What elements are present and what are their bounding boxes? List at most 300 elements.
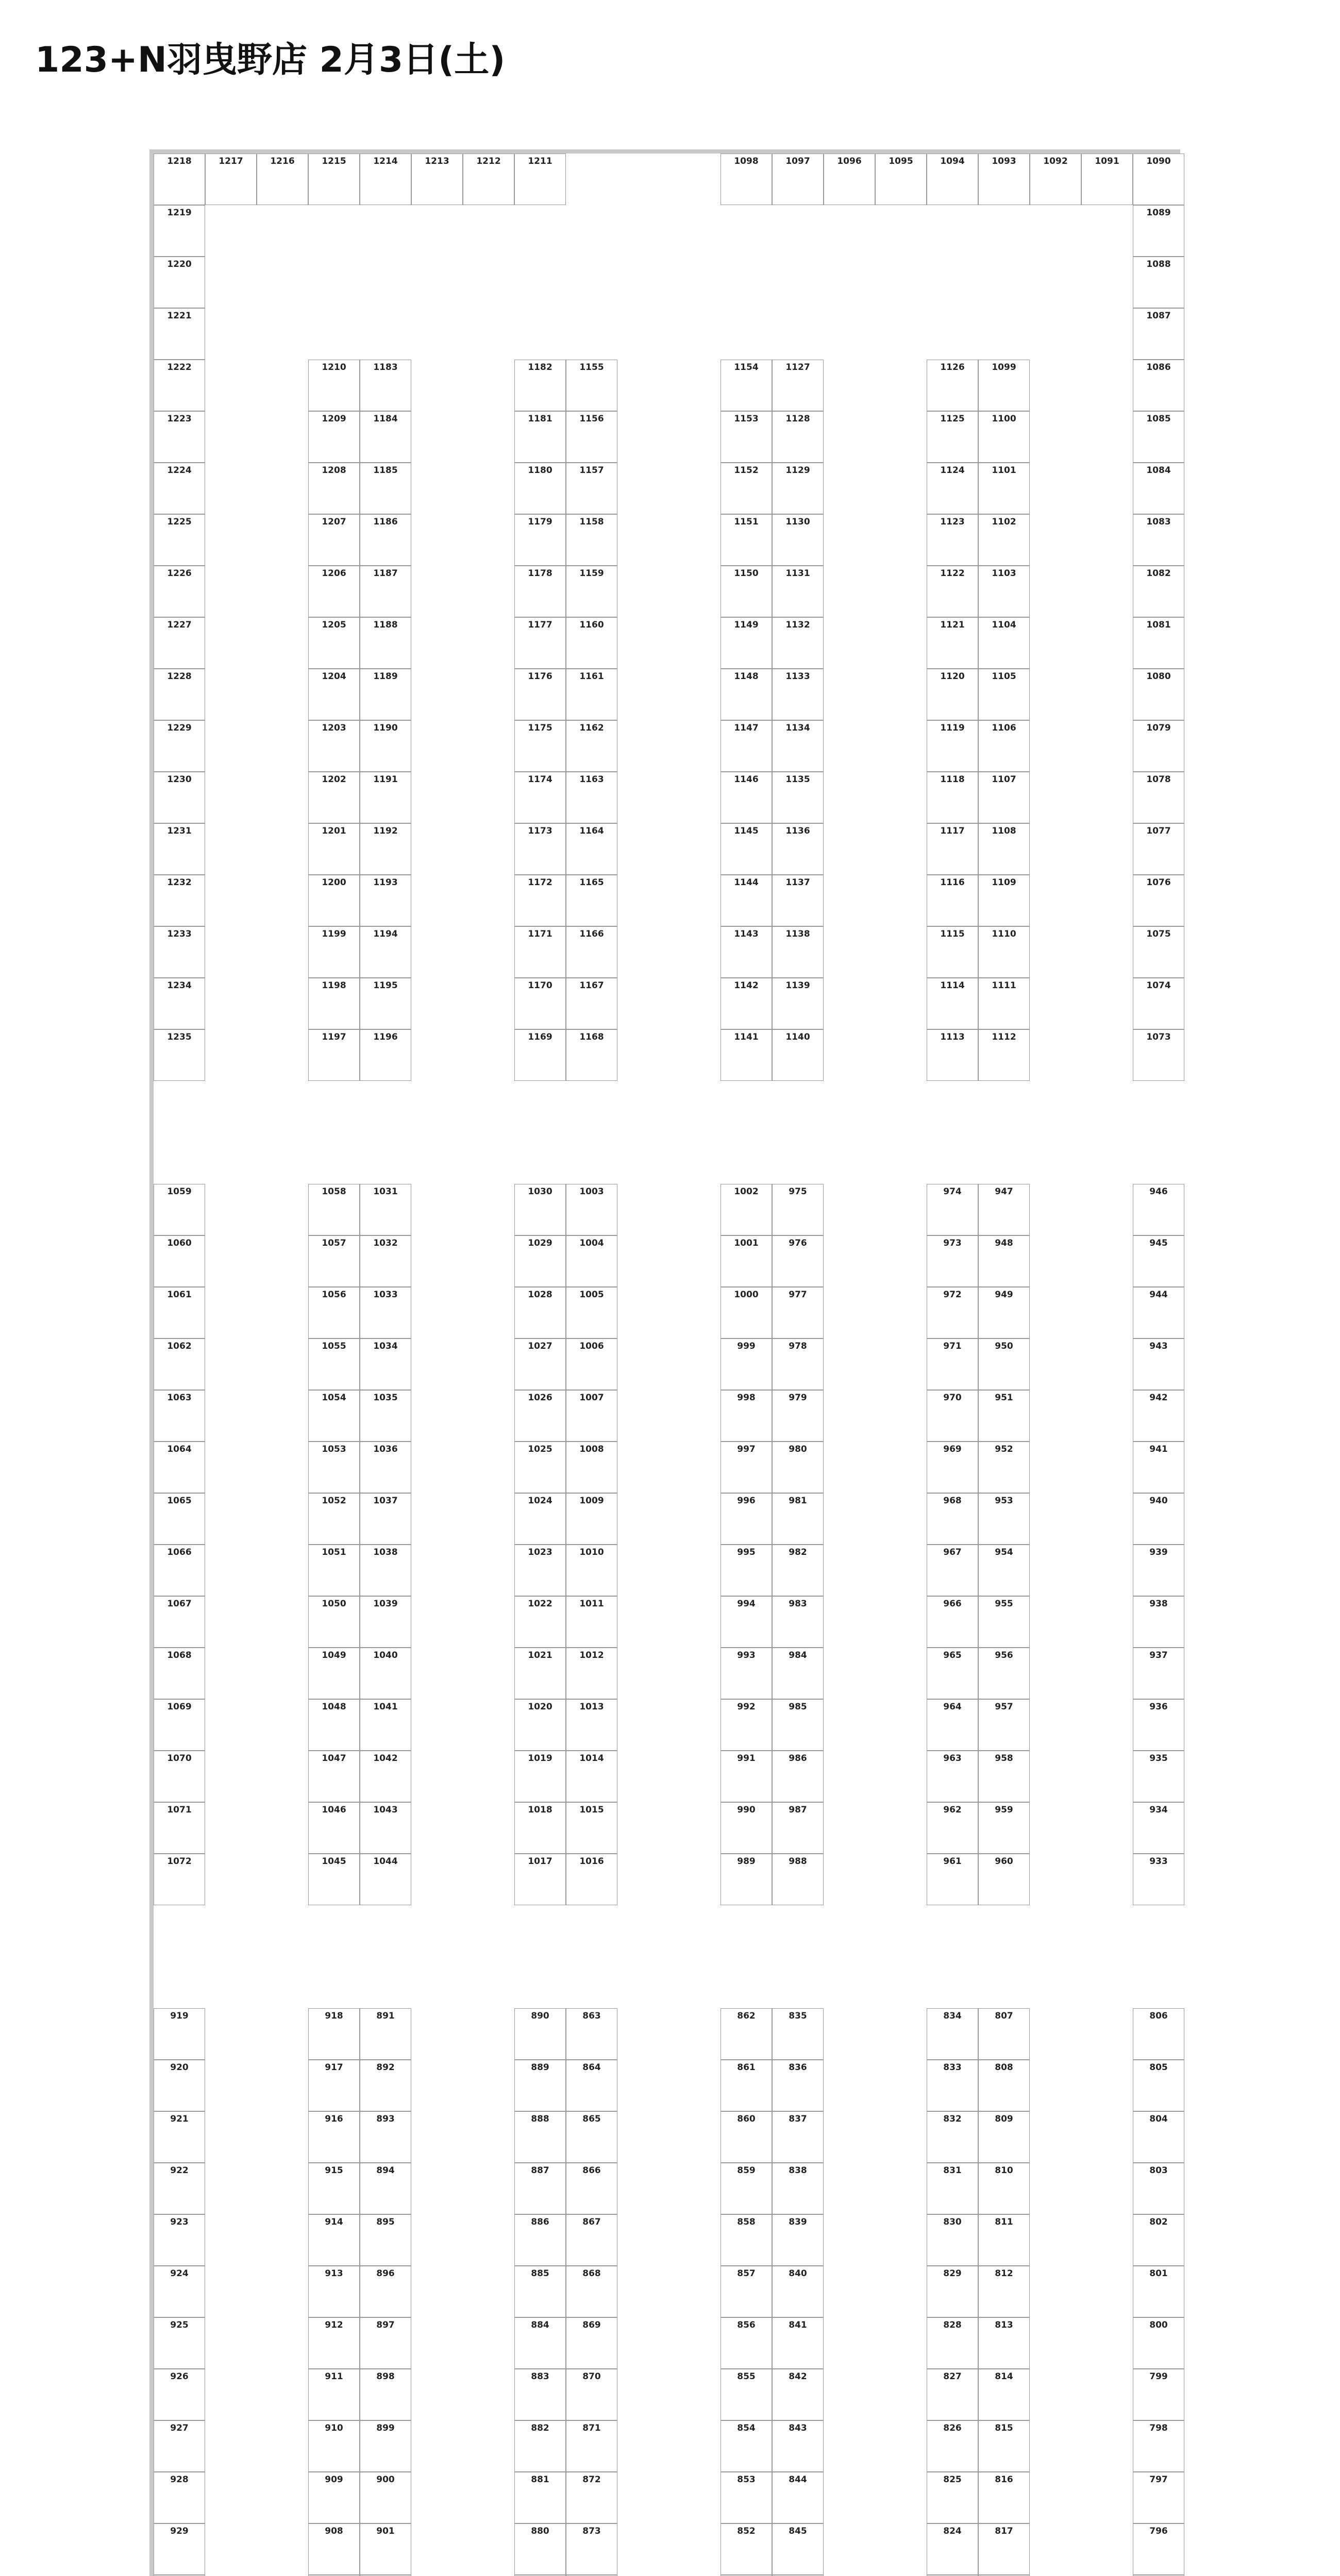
- machine-slot-841[interactable]: 841: [772, 2317, 824, 2369]
- machine-slot-845[interactable]: 845: [772, 2523, 824, 2575]
- machine-slot-1039[interactable]: 1039: [360, 1596, 411, 1648]
- machine-slot-1059[interactable]: 1059: [154, 1184, 205, 1235]
- machine-slot-1222[interactable]: 1222: [154, 360, 205, 411]
- machine-slot-1032[interactable]: 1032: [360, 1235, 411, 1287]
- machine-slot-914[interactable]: 914: [308, 2214, 360, 2266]
- machine-slot-844[interactable]: 844: [772, 2472, 824, 2523]
- machine-slot-1125[interactable]: 1125: [927, 411, 978, 463]
- machine-slot-814[interactable]: 814: [978, 2369, 1030, 2420]
- machine-slot-887[interactable]: 887: [514, 2163, 566, 2214]
- machine-slot-1117[interactable]: 1117: [927, 823, 978, 875]
- machine-slot-950[interactable]: 950: [978, 1338, 1030, 1390]
- machine-slot-1216[interactable]: 1216: [257, 154, 308, 205]
- machine-slot-1143[interactable]: 1143: [721, 926, 772, 978]
- machine-slot-929[interactable]: 929: [154, 2523, 205, 2575]
- machine-slot-901[interactable]: 901: [360, 2523, 411, 2575]
- machine-slot-1181[interactable]: 1181: [514, 411, 566, 463]
- machine-slot-816[interactable]: 816: [978, 2472, 1030, 2523]
- machine-slot-919[interactable]: 919: [154, 2008, 205, 2060]
- machine-slot-858[interactable]: 858: [721, 2214, 772, 2266]
- machine-slot-1037[interactable]: 1037: [360, 1493, 411, 1545]
- machine-slot-1173[interactable]: 1173: [514, 823, 566, 875]
- machine-slot-900[interactable]: 900: [360, 2472, 411, 2523]
- machine-slot-872[interactable]: 872: [566, 2472, 617, 2523]
- machine-slot-1071[interactable]: 1071: [154, 1802, 205, 1854]
- machine-slot-809[interactable]: 809: [978, 2111, 1030, 2163]
- machine-slot-978[interactable]: 978: [772, 1338, 824, 1390]
- machine-slot-1055[interactable]: 1055: [308, 1338, 360, 1390]
- machine-slot-916[interactable]: 916: [308, 2111, 360, 2163]
- machine-slot-979[interactable]: 979: [772, 1390, 824, 1442]
- machine-slot-911[interactable]: 911: [308, 2369, 360, 2420]
- machine-slot-987[interactable]: 987: [772, 1802, 824, 1854]
- machine-slot-830[interactable]: 830: [927, 2214, 978, 2266]
- machine-slot-1014[interactable]: 1014: [566, 1751, 617, 1802]
- machine-slot-829[interactable]: 829: [927, 2266, 978, 2317]
- machine-slot-1026[interactable]: 1026: [514, 1390, 566, 1442]
- machine-slot-1198[interactable]: 1198: [308, 978, 360, 1029]
- machine-slot-1066[interactable]: 1066: [154, 1545, 205, 1596]
- machine-slot-1183[interactable]: 1183: [360, 360, 411, 411]
- machine-slot-1023[interactable]: 1023: [514, 1545, 566, 1596]
- machine-slot-1209[interactable]: 1209: [308, 411, 360, 463]
- machine-slot-1057[interactable]: 1057: [308, 1235, 360, 1287]
- machine-slot-939[interactable]: 939: [1133, 1545, 1184, 1596]
- machine-slot-1233[interactable]: 1233: [154, 926, 205, 978]
- machine-slot-1174[interactable]: 1174: [514, 772, 566, 823]
- machine-slot-1107[interactable]: 1107: [978, 772, 1030, 823]
- machine-slot-1007[interactable]: 1007: [566, 1390, 617, 1442]
- machine-slot-1134[interactable]: 1134: [772, 720, 824, 772]
- machine-slot-825[interactable]: 825: [927, 2472, 978, 2523]
- machine-slot-1200[interactable]: 1200: [308, 875, 360, 926]
- machine-slot-1046[interactable]: 1046: [308, 1802, 360, 1854]
- machine-slot-941[interactable]: 941: [1133, 1442, 1184, 1493]
- machine-slot-866[interactable]: 866: [566, 2163, 617, 2214]
- machine-slot-801[interactable]: 801: [1133, 2266, 1184, 2317]
- machine-slot-835[interactable]: 835: [772, 2008, 824, 2060]
- machine-slot-885[interactable]: 885: [514, 2266, 566, 2317]
- machine-slot-1127[interactable]: 1127: [772, 360, 824, 411]
- machine-slot-1111[interactable]: 1111: [978, 978, 1030, 1029]
- machine-slot-1099[interactable]: 1099: [978, 360, 1030, 411]
- machine-slot-1098[interactable]: 1098: [721, 154, 772, 205]
- machine-slot-920[interactable]: 920: [154, 2060, 205, 2111]
- machine-slot-1083[interactable]: 1083: [1133, 514, 1184, 566]
- machine-slot-1197[interactable]: 1197: [308, 1029, 360, 1081]
- machine-slot-1220[interactable]: 1220: [154, 257, 205, 308]
- machine-slot-1152[interactable]: 1152: [721, 463, 772, 514]
- machine-slot-985[interactable]: 985: [772, 1699, 824, 1751]
- machine-slot-991[interactable]: 991: [721, 1751, 772, 1802]
- machine-slot-1013[interactable]: 1013: [566, 1699, 617, 1751]
- machine-slot-1084[interactable]: 1084: [1133, 463, 1184, 514]
- machine-slot-1114[interactable]: 1114: [927, 978, 978, 1029]
- machine-slot-1008[interactable]: 1008: [566, 1442, 617, 1493]
- machine-slot-1148[interactable]: 1148: [721, 669, 772, 720]
- machine-slot-918[interactable]: 918: [308, 2008, 360, 2060]
- machine-slot-888[interactable]: 888: [514, 2111, 566, 2163]
- machine-slot-865[interactable]: 865: [566, 2111, 617, 2163]
- machine-slot-1031[interactable]: 1031: [360, 1184, 411, 1235]
- machine-slot-1086[interactable]: 1086: [1133, 360, 1184, 411]
- machine-slot-1025[interactable]: 1025: [514, 1442, 566, 1493]
- machine-slot-1194[interactable]: 1194: [360, 926, 411, 978]
- machine-slot-997[interactable]: 997: [721, 1442, 772, 1493]
- machine-slot-1100[interactable]: 1100: [978, 411, 1030, 463]
- machine-slot-1128[interactable]: 1128: [772, 411, 824, 463]
- machine-slot-862[interactable]: 862: [721, 2008, 772, 2060]
- machine-slot-1070[interactable]: 1070: [154, 1751, 205, 1802]
- machine-slot-1077[interactable]: 1077: [1133, 823, 1184, 875]
- machine-slot-863[interactable]: 863: [566, 2008, 617, 2060]
- machine-slot-1178[interactable]: 1178: [514, 566, 566, 617]
- machine-slot-806[interactable]: 806: [1133, 2008, 1184, 2060]
- machine-slot-832[interactable]: 832: [927, 2111, 978, 2163]
- machine-slot-1033[interactable]: 1033: [360, 1287, 411, 1338]
- machine-slot-1205[interactable]: 1205: [308, 617, 360, 669]
- machine-slot-1096[interactable]: 1096: [824, 154, 875, 205]
- machine-slot-1154[interactable]: 1154: [721, 360, 772, 411]
- machine-slot-1163[interactable]: 1163: [566, 772, 617, 823]
- machine-slot-1073[interactable]: 1073: [1133, 1029, 1184, 1081]
- machine-slot-1053[interactable]: 1053: [308, 1442, 360, 1493]
- machine-slot-1022[interactable]: 1022: [514, 1596, 566, 1648]
- machine-slot-980[interactable]: 980: [772, 1442, 824, 1493]
- machine-slot-969[interactable]: 969: [927, 1442, 978, 1493]
- machine-slot-797[interactable]: 797: [1133, 2472, 1184, 2523]
- machine-slot-1164[interactable]: 1164: [566, 823, 617, 875]
- machine-slot-977[interactable]: 977: [772, 1287, 824, 1338]
- machine-slot-964[interactable]: 964: [927, 1699, 978, 1751]
- machine-slot-826[interactable]: 826: [927, 2420, 978, 2472]
- machine-slot-909[interactable]: 909: [308, 2472, 360, 2523]
- machine-slot-804[interactable]: 804: [1133, 2111, 1184, 2163]
- machine-slot-1091[interactable]: 1091: [1081, 154, 1133, 205]
- machine-slot-1110[interactable]: 1110: [978, 926, 1030, 978]
- machine-slot-998[interactable]: 998: [721, 1390, 772, 1442]
- machine-slot-1177[interactable]: 1177: [514, 617, 566, 669]
- machine-slot-833[interactable]: 833: [927, 2060, 978, 2111]
- machine-slot-1235[interactable]: 1235: [154, 1029, 205, 1081]
- machine-slot-1228[interactable]: 1228: [154, 669, 205, 720]
- machine-slot-999[interactable]: 999: [721, 1338, 772, 1390]
- machine-slot-1005[interactable]: 1005: [566, 1287, 617, 1338]
- machine-slot-1118[interactable]: 1118: [927, 772, 978, 823]
- machine-slot-856[interactable]: 856: [721, 2317, 772, 2369]
- machine-slot-799[interactable]: 799: [1133, 2369, 1184, 2420]
- machine-slot-1074[interactable]: 1074: [1133, 978, 1184, 1029]
- machine-slot-1034[interactable]: 1034: [360, 1338, 411, 1390]
- machine-slot-1085[interactable]: 1085: [1133, 411, 1184, 463]
- machine-slot-1093[interactable]: 1093: [978, 154, 1030, 205]
- machine-slot-1050[interactable]: 1050: [308, 1596, 360, 1648]
- machine-slot-995[interactable]: 995: [721, 1545, 772, 1596]
- machine-slot-948[interactable]: 948: [978, 1235, 1030, 1287]
- machine-slot-1146[interactable]: 1146: [721, 772, 772, 823]
- machine-slot-811[interactable]: 811: [978, 2214, 1030, 2266]
- machine-slot-869[interactable]: 869: [566, 2317, 617, 2369]
- machine-slot-949[interactable]: 949: [978, 1287, 1030, 1338]
- machine-slot-1126[interactable]: 1126: [927, 360, 978, 411]
- machine-slot-1047[interactable]: 1047: [308, 1751, 360, 1802]
- machine-slot-1133[interactable]: 1133: [772, 669, 824, 720]
- machine-slot-882[interactable]: 882: [514, 2420, 566, 2472]
- machine-slot-857[interactable]: 857: [721, 2266, 772, 2317]
- machine-slot-836[interactable]: 836: [772, 2060, 824, 2111]
- machine-slot-955[interactable]: 955: [978, 1596, 1030, 1648]
- machine-slot-880[interactable]: 880: [514, 2523, 566, 2575]
- machine-slot-1017[interactable]: 1017: [514, 1854, 566, 1905]
- machine-slot-1105[interactable]: 1105: [978, 669, 1030, 720]
- machine-slot-990[interactable]: 990: [721, 1802, 772, 1854]
- machine-slot-1190[interactable]: 1190: [360, 720, 411, 772]
- machine-slot-1004[interactable]: 1004: [566, 1235, 617, 1287]
- machine-slot-1088[interactable]: 1088: [1133, 257, 1184, 308]
- machine-slot-1132[interactable]: 1132: [772, 617, 824, 669]
- machine-slot-1063[interactable]: 1063: [154, 1390, 205, 1442]
- machine-slot-1139[interactable]: 1139: [772, 978, 824, 1029]
- machine-slot-1069[interactable]: 1069: [154, 1699, 205, 1751]
- machine-slot-853[interactable]: 853: [721, 2472, 772, 2523]
- machine-slot-864[interactable]: 864: [566, 2060, 617, 2111]
- machine-slot-972[interactable]: 972: [927, 1287, 978, 1338]
- machine-slot-1138[interactable]: 1138: [772, 926, 824, 978]
- machine-slot-1021[interactable]: 1021: [514, 1648, 566, 1699]
- machine-slot-1049[interactable]: 1049: [308, 1648, 360, 1699]
- machine-slot-962[interactable]: 962: [927, 1802, 978, 1854]
- machine-slot-1159[interactable]: 1159: [566, 566, 617, 617]
- machine-slot-855[interactable]: 855: [721, 2369, 772, 2420]
- machine-slot-1010[interactable]: 1010: [566, 1545, 617, 1596]
- machine-slot-912[interactable]: 912: [308, 2317, 360, 2369]
- machine-slot-1187[interactable]: 1187: [360, 566, 411, 617]
- machine-slot-1165[interactable]: 1165: [566, 875, 617, 926]
- machine-slot-947[interactable]: 947: [978, 1184, 1030, 1235]
- machine-slot-913[interactable]: 913: [308, 2266, 360, 2317]
- machine-slot-1136[interactable]: 1136: [772, 823, 824, 875]
- machine-slot-861[interactable]: 861: [721, 2060, 772, 2111]
- machine-slot-1227[interactable]: 1227: [154, 617, 205, 669]
- machine-slot-1024[interactable]: 1024: [514, 1493, 566, 1545]
- machine-slot-1153[interactable]: 1153: [721, 411, 772, 463]
- machine-slot-1195[interactable]: 1195: [360, 978, 411, 1029]
- machine-slot-944[interactable]: 944: [1133, 1287, 1184, 1338]
- machine-slot-1193[interactable]: 1193: [360, 875, 411, 926]
- machine-slot-922[interactable]: 922: [154, 2163, 205, 2214]
- machine-slot-1137[interactable]: 1137: [772, 875, 824, 926]
- machine-slot-1072[interactable]: 1072: [154, 1854, 205, 1905]
- machine-slot-1184[interactable]: 1184: [360, 411, 411, 463]
- machine-slot-890[interactable]: 890: [514, 2008, 566, 2060]
- machine-slot-1079[interactable]: 1079: [1133, 720, 1184, 772]
- machine-slot-951[interactable]: 951: [978, 1390, 1030, 1442]
- machine-slot-1020[interactable]: 1020: [514, 1699, 566, 1751]
- machine-slot-839[interactable]: 839: [772, 2214, 824, 2266]
- machine-slot-1104[interactable]: 1104: [978, 617, 1030, 669]
- machine-slot-815[interactable]: 815: [978, 2420, 1030, 2472]
- machine-slot-966[interactable]: 966: [927, 1596, 978, 1648]
- machine-slot-1016[interactable]: 1016: [566, 1854, 617, 1905]
- machine-slot-1011[interactable]: 1011: [566, 1596, 617, 1648]
- machine-slot-1170[interactable]: 1170: [514, 978, 566, 1029]
- machine-slot-953[interactable]: 953: [978, 1493, 1030, 1545]
- machine-slot-1229[interactable]: 1229: [154, 720, 205, 772]
- machine-slot-870[interactable]: 870: [566, 2369, 617, 2420]
- machine-slot-956[interactable]: 956: [978, 1648, 1030, 1699]
- machine-slot-1065[interactable]: 1065: [154, 1493, 205, 1545]
- machine-slot-1064[interactable]: 1064: [154, 1442, 205, 1493]
- machine-slot-892[interactable]: 892: [360, 2060, 411, 2111]
- machine-slot-1129[interactable]: 1129: [772, 463, 824, 514]
- machine-slot-924[interactable]: 924: [154, 2266, 205, 2317]
- machine-slot-1043[interactable]: 1043: [360, 1802, 411, 1854]
- machine-slot-1151[interactable]: 1151: [721, 514, 772, 566]
- machine-slot-1169[interactable]: 1169: [514, 1029, 566, 1081]
- machine-slot-1219[interactable]: 1219: [154, 205, 205, 257]
- machine-slot-1067[interactable]: 1067: [154, 1596, 205, 1648]
- machine-slot-800[interactable]: 800: [1133, 2317, 1184, 2369]
- machine-slot-1176[interactable]: 1176: [514, 669, 566, 720]
- machine-slot-1217[interactable]: 1217: [205, 154, 257, 205]
- machine-slot-1102[interactable]: 1102: [978, 514, 1030, 566]
- machine-slot-1012[interactable]: 1012: [566, 1648, 617, 1699]
- machine-slot-942[interactable]: 942: [1133, 1390, 1184, 1442]
- machine-slot-986[interactable]: 986: [772, 1751, 824, 1802]
- machine-slot-963[interactable]: 963: [927, 1751, 978, 1802]
- machine-slot-891[interactable]: 891: [360, 2008, 411, 2060]
- machine-slot-1179[interactable]: 1179: [514, 514, 566, 566]
- machine-slot-1116[interactable]: 1116: [927, 875, 978, 926]
- machine-slot-1015[interactable]: 1015: [566, 1802, 617, 1854]
- machine-slot-893[interactable]: 893: [360, 2111, 411, 2163]
- machine-slot-915[interactable]: 915: [308, 2163, 360, 2214]
- machine-slot-1122[interactable]: 1122: [927, 566, 978, 617]
- machine-slot-1157[interactable]: 1157: [566, 463, 617, 514]
- machine-slot-992[interactable]: 992: [721, 1699, 772, 1751]
- machine-slot-1087[interactable]: 1087: [1133, 308, 1184, 360]
- machine-slot-859[interactable]: 859: [721, 2163, 772, 2214]
- machine-slot-812[interactable]: 812: [978, 2266, 1030, 2317]
- machine-slot-959[interactable]: 959: [978, 1802, 1030, 1854]
- machine-slot-1196[interactable]: 1196: [360, 1029, 411, 1081]
- machine-slot-975[interactable]: 975: [772, 1184, 824, 1235]
- machine-slot-1003[interactable]: 1003: [566, 1184, 617, 1235]
- machine-slot-983[interactable]: 983: [772, 1596, 824, 1648]
- machine-slot-1156[interactable]: 1156: [566, 411, 617, 463]
- machine-slot-965[interactable]: 965: [927, 1648, 978, 1699]
- machine-slot-1092[interactable]: 1092: [1030, 154, 1081, 205]
- machine-slot-1142[interactable]: 1142: [721, 978, 772, 1029]
- machine-slot-982[interactable]: 982: [772, 1545, 824, 1596]
- machine-slot-1145[interactable]: 1145: [721, 823, 772, 875]
- machine-slot-1042[interactable]: 1042: [360, 1751, 411, 1802]
- machine-slot-1103[interactable]: 1103: [978, 566, 1030, 617]
- machine-slot-808[interactable]: 808: [978, 2060, 1030, 2111]
- machine-slot-1199[interactable]: 1199: [308, 926, 360, 978]
- machine-slot-1161[interactable]: 1161: [566, 669, 617, 720]
- machine-slot-1108[interactable]: 1108: [978, 823, 1030, 875]
- machine-slot-1221[interactable]: 1221: [154, 308, 205, 360]
- machine-slot-1018[interactable]: 1018: [514, 1802, 566, 1854]
- machine-slot-954[interactable]: 954: [978, 1545, 1030, 1596]
- machine-slot-886[interactable]: 886: [514, 2214, 566, 2266]
- machine-slot-1182[interactable]: 1182: [514, 360, 566, 411]
- machine-slot-1061[interactable]: 1061: [154, 1287, 205, 1338]
- machine-slot-1162[interactable]: 1162: [566, 720, 617, 772]
- machine-slot-1168[interactable]: 1168: [566, 1029, 617, 1081]
- machine-slot-805[interactable]: 805: [1133, 2060, 1184, 2111]
- machine-slot-908[interactable]: 908: [308, 2523, 360, 2575]
- machine-slot-1106[interactable]: 1106: [978, 720, 1030, 772]
- machine-slot-1090[interactable]: 1090: [1133, 154, 1184, 205]
- machine-slot-1009[interactable]: 1009: [566, 1493, 617, 1545]
- machine-slot-1223[interactable]: 1223: [154, 411, 205, 463]
- machine-slot-1234[interactable]: 1234: [154, 978, 205, 1029]
- machine-slot-981[interactable]: 981: [772, 1493, 824, 1545]
- machine-slot-1172[interactable]: 1172: [514, 875, 566, 926]
- machine-slot-868[interactable]: 868: [566, 2266, 617, 2317]
- machine-slot-940[interactable]: 940: [1133, 1493, 1184, 1545]
- machine-slot-1109[interactable]: 1109: [978, 875, 1030, 926]
- machine-slot-1076[interactable]: 1076: [1133, 875, 1184, 926]
- machine-slot-1120[interactable]: 1120: [927, 669, 978, 720]
- machine-slot-1144[interactable]: 1144: [721, 875, 772, 926]
- machine-slot-1207[interactable]: 1207: [308, 514, 360, 566]
- machine-slot-897[interactable]: 897: [360, 2317, 411, 2369]
- machine-slot-1038[interactable]: 1038: [360, 1545, 411, 1596]
- machine-slot-796[interactable]: 796: [1133, 2523, 1184, 2575]
- machine-slot-1203[interactable]: 1203: [308, 720, 360, 772]
- machine-slot-1123[interactable]: 1123: [927, 514, 978, 566]
- machine-slot-881[interactable]: 881: [514, 2472, 566, 2523]
- machine-slot-810[interactable]: 810: [978, 2163, 1030, 2214]
- machine-slot-898[interactable]: 898: [360, 2369, 411, 2420]
- machine-slot-988[interactable]: 988: [772, 1854, 824, 1905]
- machine-slot-894[interactable]: 894: [360, 2163, 411, 2214]
- machine-slot-1147[interactable]: 1147: [721, 720, 772, 772]
- machine-slot-1213[interactable]: 1213: [411, 154, 463, 205]
- machine-slot-1155[interactable]: 1155: [566, 360, 617, 411]
- machine-slot-937[interactable]: 937: [1133, 1648, 1184, 1699]
- machine-slot-1175[interactable]: 1175: [514, 720, 566, 772]
- machine-slot-1189[interactable]: 1189: [360, 669, 411, 720]
- machine-slot-1029[interactable]: 1029: [514, 1235, 566, 1287]
- machine-slot-842[interactable]: 842: [772, 2369, 824, 2420]
- machine-slot-1160[interactable]: 1160: [566, 617, 617, 669]
- machine-slot-1097[interactable]: 1097: [772, 154, 824, 205]
- machine-slot-1035[interactable]: 1035: [360, 1390, 411, 1442]
- machine-slot-1210[interactable]: 1210: [308, 360, 360, 411]
- machine-slot-1204[interactable]: 1204: [308, 669, 360, 720]
- machine-slot-1036[interactable]: 1036: [360, 1442, 411, 1493]
- machine-slot-943[interactable]: 943: [1133, 1338, 1184, 1390]
- machine-slot-926[interactable]: 926: [154, 2369, 205, 2420]
- machine-slot-1224[interactable]: 1224: [154, 463, 205, 514]
- machine-slot-803[interactable]: 803: [1133, 2163, 1184, 2214]
- machine-slot-1180[interactable]: 1180: [514, 463, 566, 514]
- machine-slot-917[interactable]: 917: [308, 2060, 360, 2111]
- machine-slot-1215[interactable]: 1215: [308, 154, 360, 205]
- machine-slot-1001[interactable]: 1001: [721, 1235, 772, 1287]
- machine-slot-1058[interactable]: 1058: [308, 1184, 360, 1235]
- machine-slot-1158[interactable]: 1158: [566, 514, 617, 566]
- machine-slot-1214[interactable]: 1214: [360, 154, 411, 205]
- machine-slot-1095[interactable]: 1095: [875, 154, 927, 205]
- machine-slot-1218[interactable]: 1218: [154, 154, 205, 205]
- machine-slot-1119[interactable]: 1119: [927, 720, 978, 772]
- machine-slot-958[interactable]: 958: [978, 1751, 1030, 1802]
